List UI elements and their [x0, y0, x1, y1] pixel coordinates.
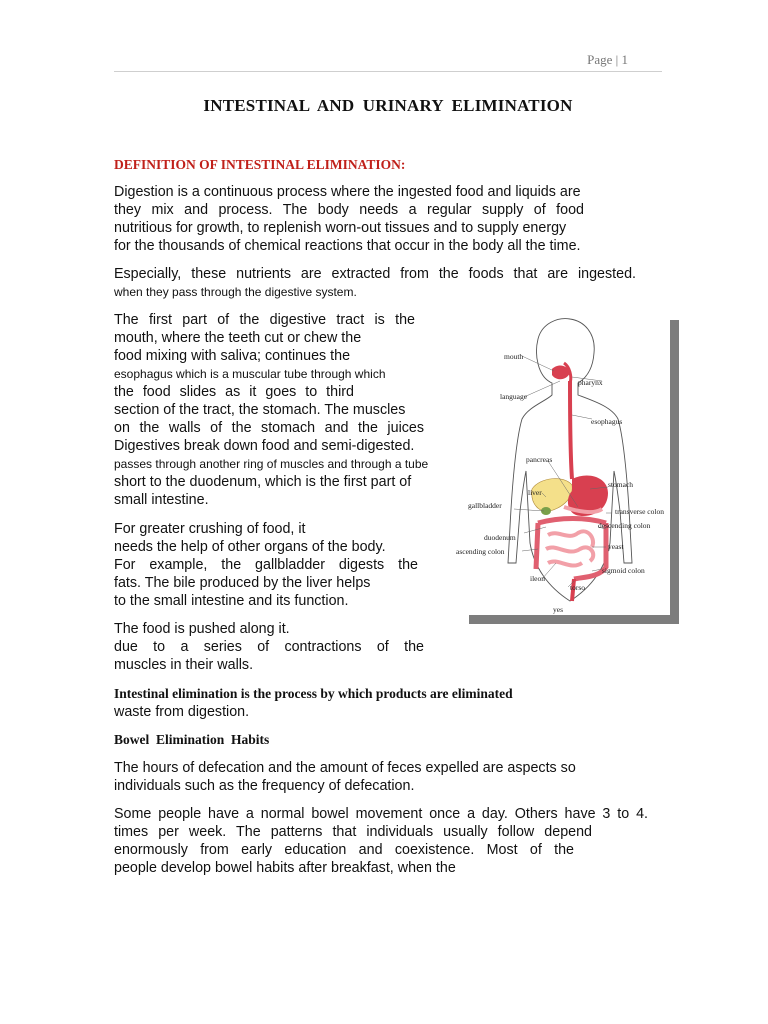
paragraph-elimination-definition	[114, 685, 574, 721]
label-esophagus: esophagus	[591, 417, 623, 426]
text-line: For greater crushing of food, it	[114, 521, 306, 537]
text-line: people develop bowel habits after breakfast, when the	[114, 860, 456, 876]
paragraph-bowel-patterns	[114, 805, 654, 877]
section-heading-habits: Bowel Elimination Habits	[114, 732, 270, 747]
label-gallbladder: gallbladder	[468, 501, 502, 510]
text-line: small intestine.	[114, 492, 209, 508]
label-sigmoid-colon: sigmoid colon	[602, 566, 645, 575]
section-heading-definition: DEFINITION OF INTESTINAL ELIMINATION:	[114, 157, 406, 172]
text-line: individuals such as the frequency of defecation.	[114, 778, 415, 794]
text-line: Especially, these nutrients are extracted from the foods that are ingested.	[114, 266, 636, 282]
header-rule	[114, 71, 662, 72]
text-line: Digestives break down food and semi-digested.	[114, 438, 415, 454]
paragraph-defecation-hours	[114, 759, 614, 795]
text-line: muscles in their walls.	[114, 657, 254, 673]
paragraph-contractions	[114, 620, 424, 674]
label-pancreas: pancreas	[526, 455, 553, 464]
label-ascending-colon: ascending colon	[456, 547, 505, 556]
esophagus-shape	[570, 381, 572, 479]
label-ileon: ileon	[530, 574, 545, 583]
text-line: for the thousands of chemical reactions that occur in the body all the time.	[114, 238, 581, 254]
label-stomach: stomach	[608, 480, 633, 489]
text-line: Digestion is a continuous process where the ingested food and liquids are	[114, 184, 581, 200]
paragraph-digestion	[114, 183, 644, 255]
label-duodenum: duodenum	[484, 533, 516, 542]
transverse-colon-shape	[538, 519, 606, 524]
text-line: food mixing with saliva; continues the	[114, 348, 351, 364]
text-line: enormously from early education and coexistence. Most of the	[114, 842, 574, 858]
text-line: The first part of the digestive tract is the	[114, 312, 415, 328]
text-line: nutritious for growth, to replenish worn-out tissues and to supply energy	[114, 220, 567, 236]
leader-lines	[514, 356, 612, 587]
text-line: needs the help of other organs of the body.	[114, 539, 386, 555]
label-yes: yes	[553, 605, 563, 614]
text-line: waste from digestion.	[114, 704, 250, 720]
text-line: Some people have a normal bowel movement once a day. Others have 3 to 4.	[114, 806, 648, 822]
paragraph-nutrients	[114, 265, 636, 301]
text-line: to the small intestine and its function.	[114, 593, 349, 609]
label-pharynx: pharynx	[578, 378, 603, 387]
text-line: when they pass through the digestive system.	[114, 285, 357, 299]
label-language: language	[500, 392, 528, 401]
paragraph-digestive-tract	[114, 311, 446, 509]
digestive-system-figure	[456, 311, 670, 615]
text-line: The food is pushed along it.	[114, 621, 290, 637]
text-line: due to a series of contractions of the	[114, 639, 424, 655]
page-number: Page | 1	[587, 52, 628, 67]
small-intestine-shape	[546, 531, 593, 565]
label-yeast: yeast	[608, 542, 624, 551]
label-mouth: mouth	[504, 352, 524, 361]
text-line: esophagus which is a muscular tube through which	[114, 367, 386, 381]
document-title: INTESTINAL AND URINARY ELIMINATION	[203, 96, 573, 115]
text-line: For example, the gallbladder digests the	[114, 557, 418, 573]
paragraph-organs	[114, 520, 424, 610]
label-torso: torso	[570, 583, 585, 592]
text-line: section of the tract, the stomach. The muscles	[114, 402, 406, 418]
text-line: they mix and process. The body needs a regular supply of food	[114, 202, 584, 218]
text-line: short to the duodenum, which is the first part of	[114, 474, 412, 490]
text-line: passes through another ring of muscles and through a tube	[114, 457, 429, 471]
text-line: The hours of defecation and the amount of feces expelled are aspects so	[114, 760, 576, 776]
label-transverse-colon: transverse colon	[615, 507, 664, 516]
text-line: times per week. The patterns that individuals usually follow depend	[114, 824, 592, 840]
label-liver: liver	[528, 488, 542, 497]
label-descending-colon: descending colon	[598, 521, 651, 530]
text-line: mouth, where the teeth cut or chew the	[114, 330, 362, 346]
text-line: Intestinal elimination is the process by which products are eliminated	[114, 686, 513, 701]
text-line: fats. The bile produced by the liver helps	[114, 575, 371, 591]
text-line: the food slides as it goes to third	[114, 384, 354, 400]
text-line: on the walls of the stomach and the juices	[114, 420, 424, 436]
